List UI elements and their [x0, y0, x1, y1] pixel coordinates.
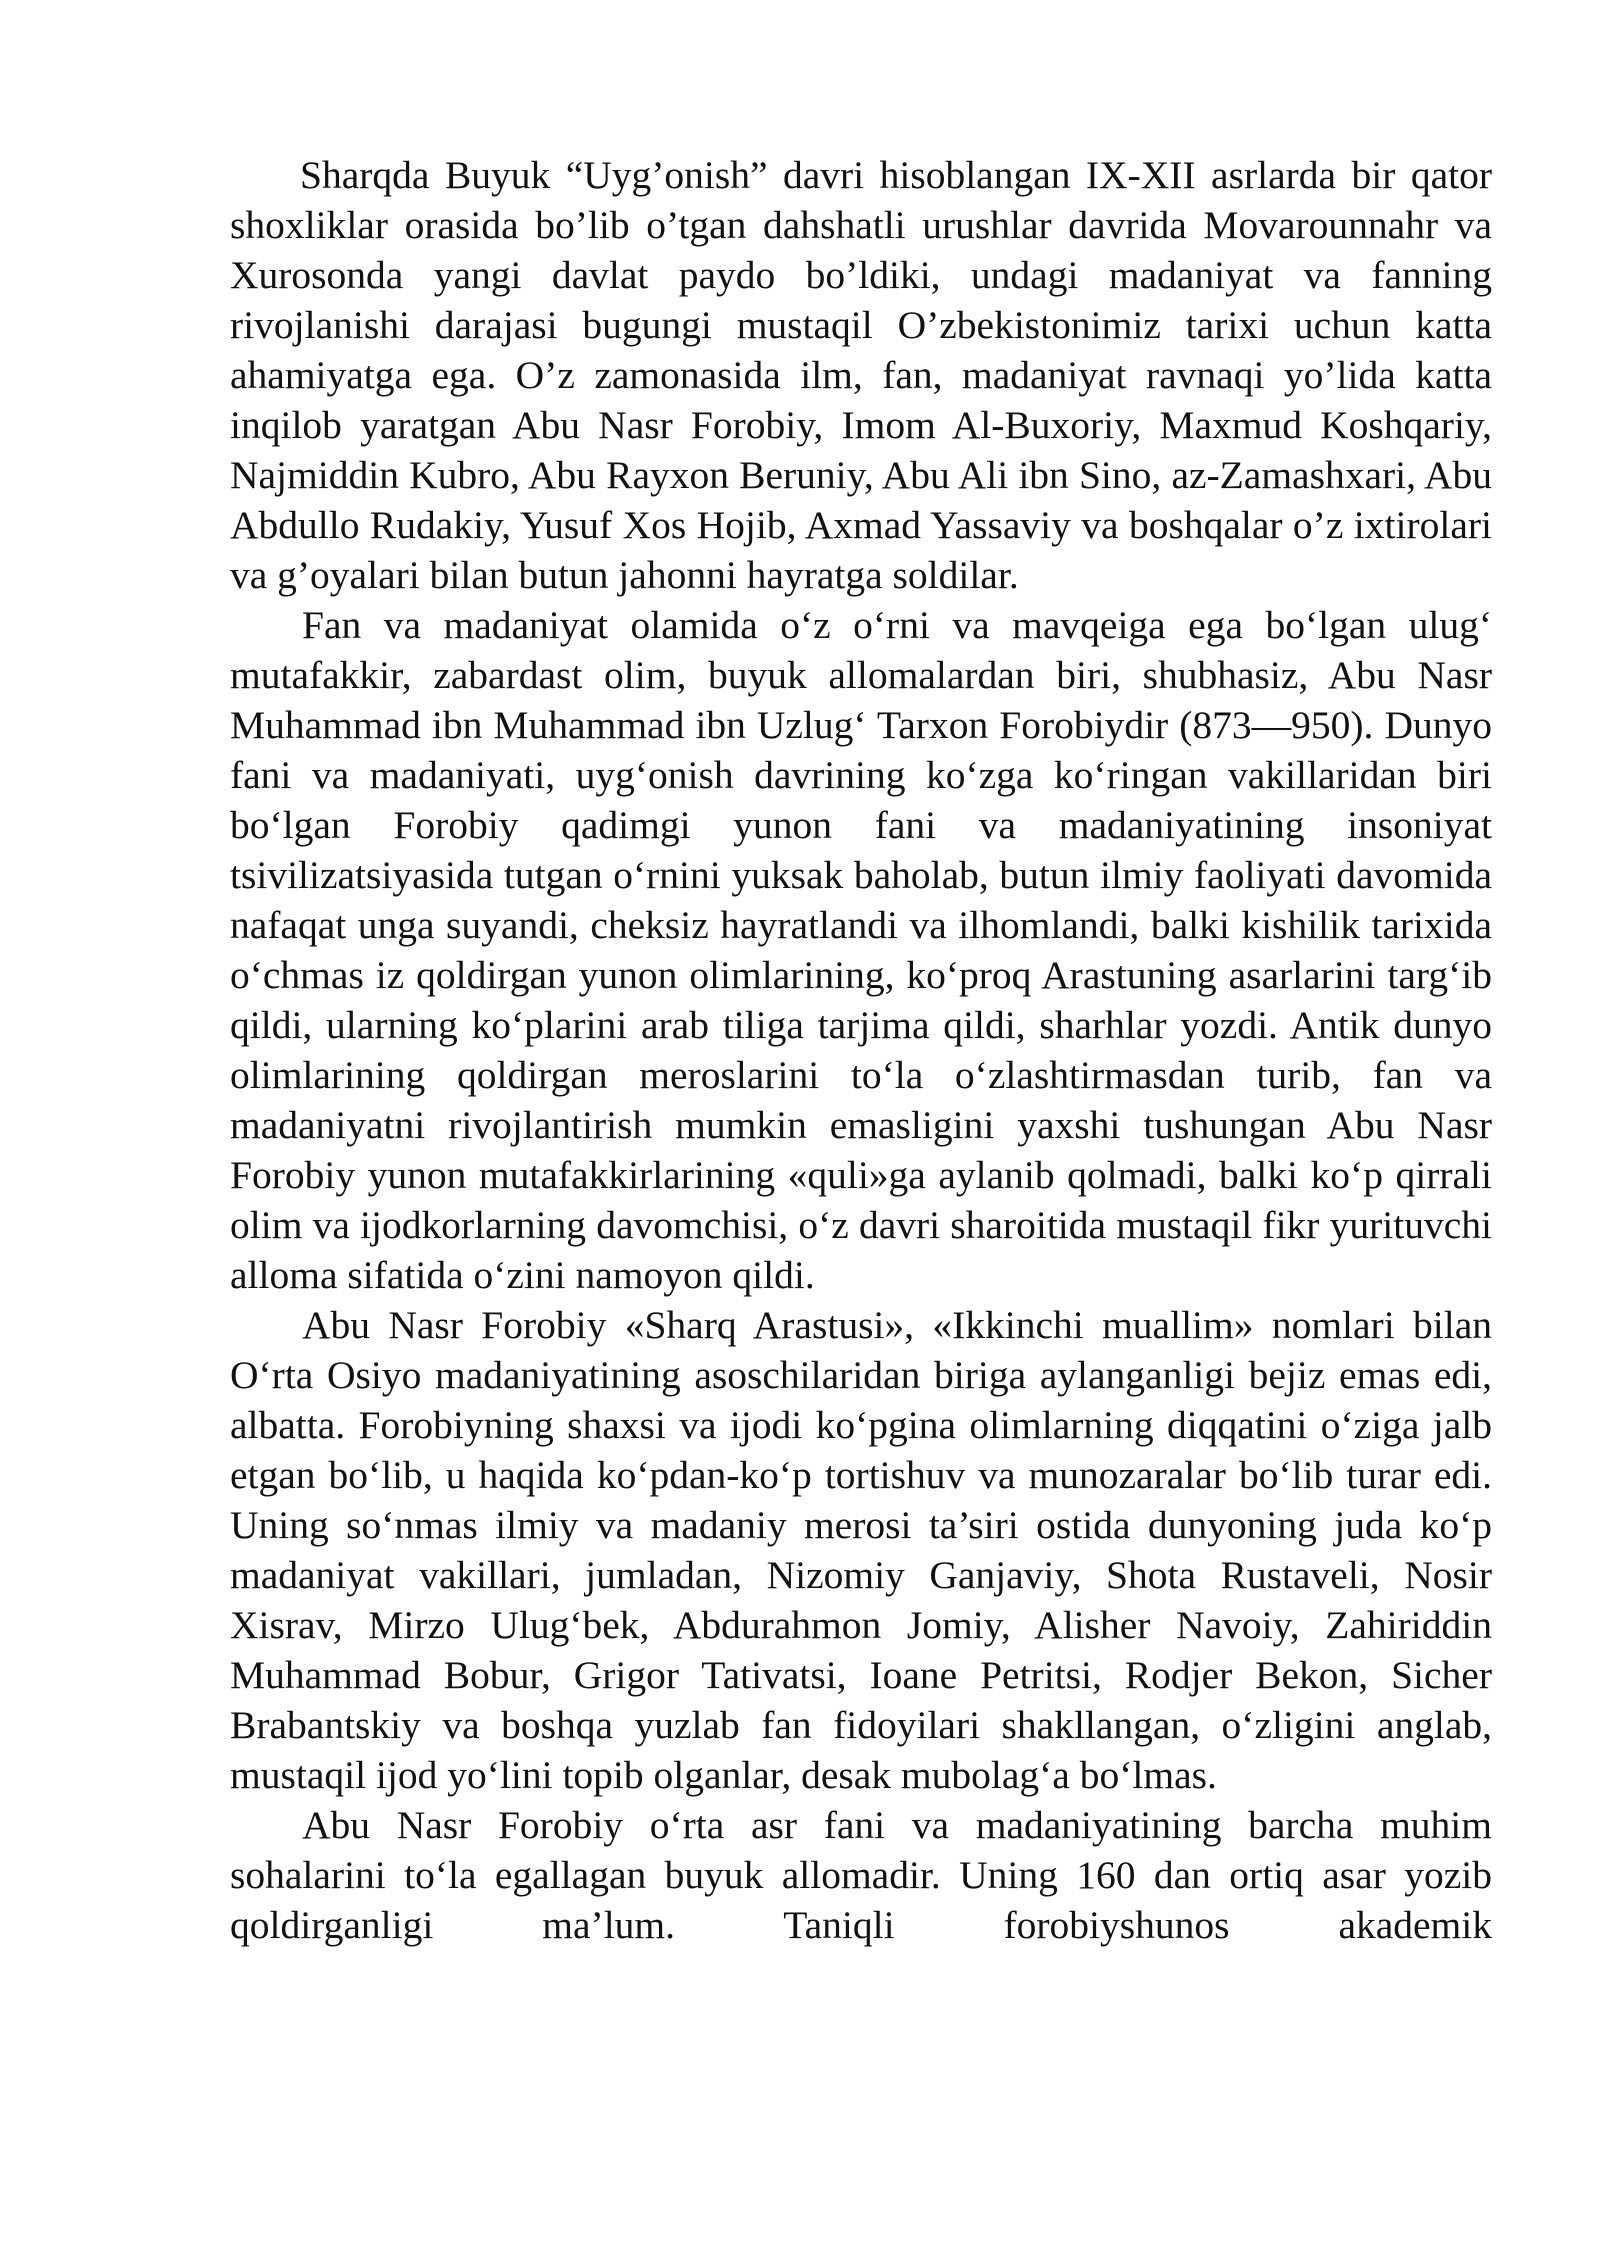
paragraph-4: Abu Nasr Forobiy o‘rta asr fani va madaniyatining barcha muhim sohalarini to‘la egallagan buyuk allomadir. Uning 160 dan ortiq asar yozib qoldirganligi ma’lum. Taniqli forobiyshunos akademik: [230, 1803, 1492, 1947]
paragraph-1: Sharqda Buyuk “Uyg’onish” davri hisoblangan IX-XII asrlarda bir qator shoxliklar orasida bo’lib o’tgan dahshatli urushlar davrida Movarounnahr va Xurosonda yangi davlat paydo bo’ldiki, undagi madaniyat va fanning rivojlanishi darajasi bugungi mustaqil O’zbekistonimiz tarixi uchun katta ahamiyatga ega. O’z zamonasida ilm, fan, madaniyat ravnaqi yo’lida katta inqilob yaratgan Abu Nasr Forobiy, Imom Al-Buxoriy, Maxmud Koshqariy, Najmiddin Kubro, Abu Rayxon Beruniy, Abu Ali ibn Sino, az-Zamashxari, Abu Abdullo Rudakiy, Yusuf Xos Hojib, Axmad Yassaviy va boshqalar o’z ixtirolari va g’oyalari bilan butun jahonni hayratga soldilar.: [230, 153, 1492, 597]
paragraph-2: Fan va madaniyat olamida o‘z o‘rni va mavqeiga ega bo‘lgan ulug‘ mutafakkir, zabardast olim, buyuk allomalardan biri, shubhasiz, Abu Nasr Muhammad ibn Muhammad ibn Uzlug‘ Tarxon Forobiydir (873—950). Dunyo fani va madaniyati, uyg‘onish davrining ko‘zga ko‘ringan vakillaridan biri bo‘lgan Forobiy qadimgi yunon fani va madaniyatining insoniyat tsivilizatsiyasida tutgan o‘rnini yuksak baholab, butun ilmiy faoliyati davomida nafaqat unga suyandi, cheksiz hayratlandi va ilhomlandi, balki kishilik tarixida o‘chmas iz qoldirgan yunon olimlarining, ko‘proq Arastuning asarlarini targ‘ib qildi, ularning ko‘plarini arab tiliga tarjima qildi, sharhlar yozdi. Antik dunyo olimlarining qoldirgan meroslarini to‘la o‘zlashtirmasdan turib, fan va madaniyatni rivojlantirish mumkin emasligini yaxshi tushungan Abu Nasr Forobiy yunon mutafakkirlarining «quli»ga aylanib qolmadi, balki ko‘p qirrali olim va ijodkorlarning davomchisi, o‘z davri sharoitida mustaqil fikr yurituvchi alloma sifatida o‘zini namoyon qildi.: [230, 603, 1492, 1297]
document-page: [230, 150, 1492, 2210]
paragraph-3: Abu Nasr Forobiy «Sharq Arastusi», «Ikkinchi muallim» nomlari bilan O‘rta Osiyo madaniyatining asoschilaridan biriga aylanganligi bejiz emas edi, albatta. Forobiyning shaxsi va ijodi ko‘pgina olimlarning diqqatini o‘ziga jalb etgan bo‘lib, u haqida ko‘pdan-ko‘p tortishuv va munozaralar bo‘lib turar edi. Uning so‘nmas ilmiy va madaniy merosi ta’siri ostida dunyoning juda ko‘p madaniyat vakillari, jumladan, Nizomiy Ganjaviy, Shota Rustaveli, Nosir Xisrav, Mirzo Ulug‘bek, Abdurahmon Jomiy, Alisher Navoiy, Zahiriddin Muhammad Bobur, Grigor Tativatsi, Ioane Petritsi, Rodjer Bekon, Sicher Brabantskiy va boshqa yuzlab fan fidoyilari shakllangan, o‘zligini anglab, mustaqil ijod yo‘lini topib olganlar, desak mubolag‘a bo‘lmas.: [230, 1303, 1492, 1797]
